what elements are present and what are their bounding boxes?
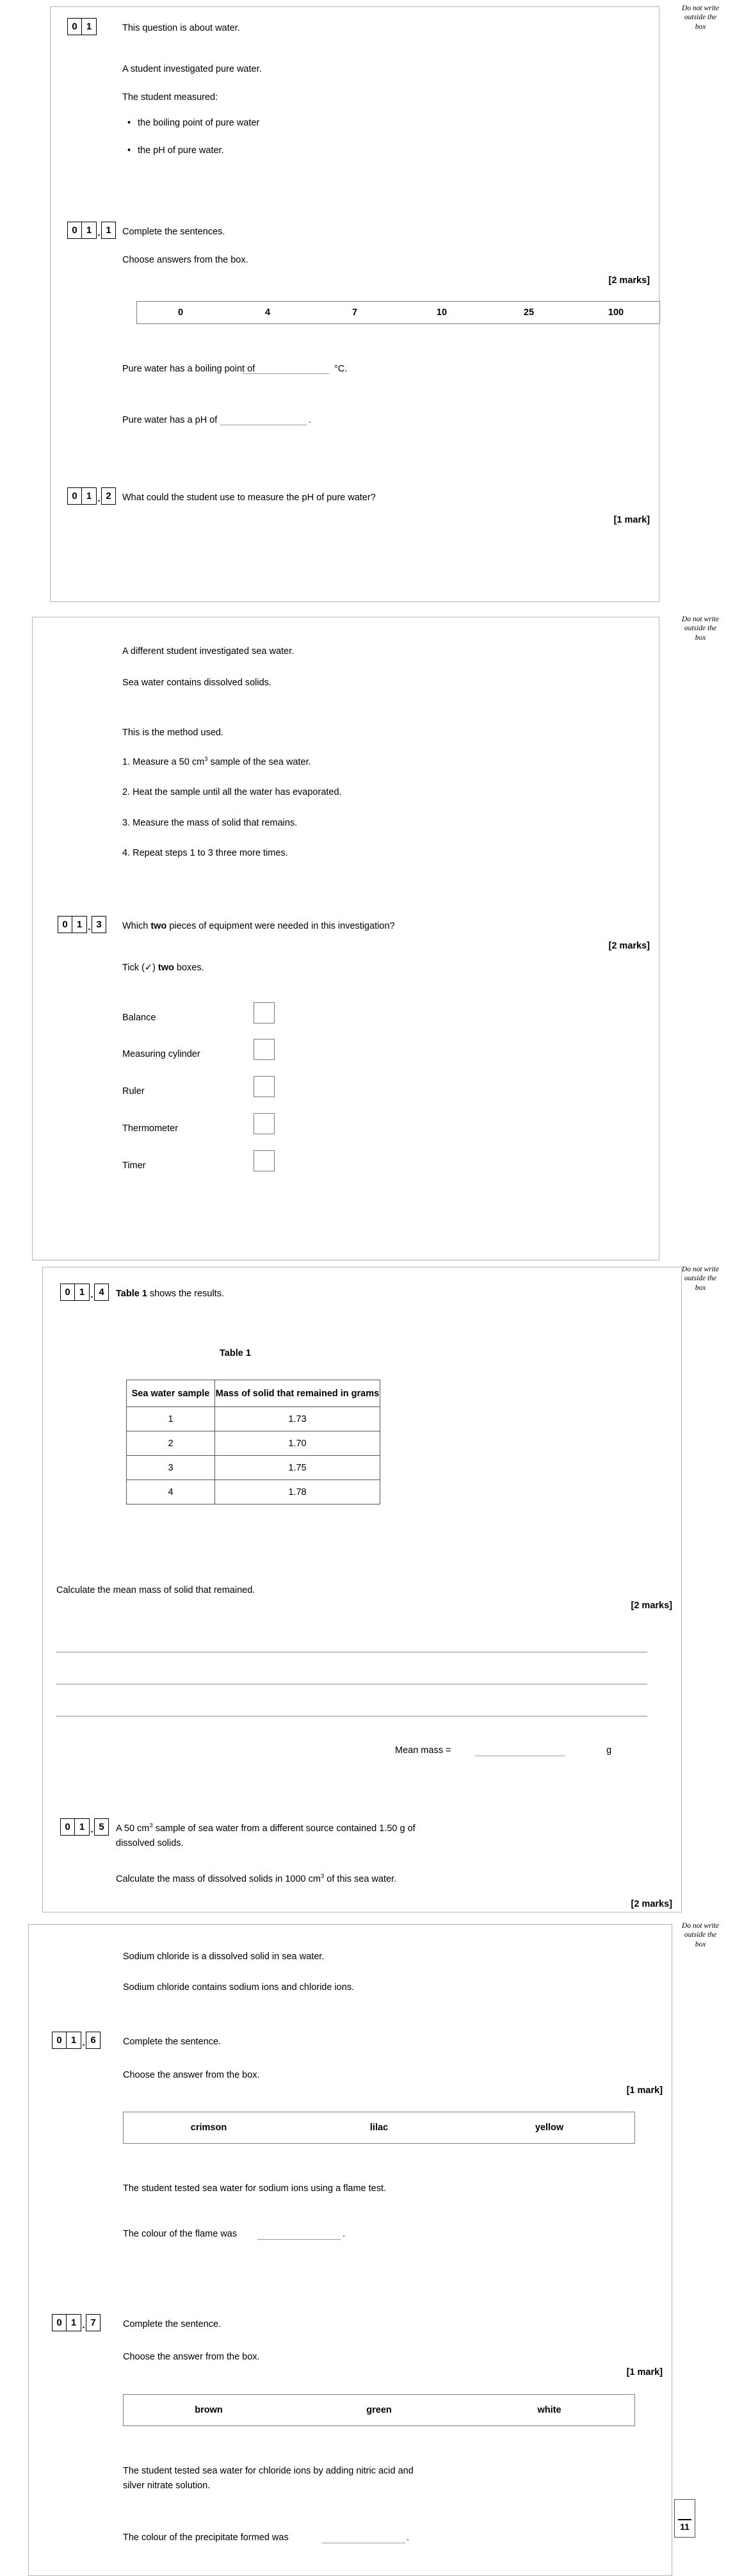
question-01-stem: This question is about water. [122, 23, 240, 33]
table-cell-sample: 1 [127, 1407, 215, 1431]
tick-bold: two [157, 963, 174, 973]
page-2-line-1: A different student investigated sea water. [122, 646, 295, 656]
question-01-4-marks: [2 marks] [631, 1601, 672, 1611]
qnum-digit: 1 [82, 18, 97, 35]
table-cell-sample: 3 [127, 1456, 215, 1480]
method-step-1-sup: 3 [204, 756, 208, 763]
question-01-7-context-line-1: The student tested sea water for chloride ions by adding nitric acid and [123, 2466, 414, 2476]
qnum-dot: . [90, 1289, 93, 1300]
calculate-mean-text: Calculate the mean mass of solid that remained. [56, 1585, 255, 1595]
table-cell-mass: 1.75 [215, 1456, 380, 1480]
question-01-7-text: Complete the sentence. [123, 2319, 222, 2329]
table-row [127, 1407, 380, 1431]
table-row [127, 1456, 380, 1480]
question-01-3-marks: [2 marks] [608, 941, 650, 951]
question-number-01-5 [60, 1818, 109, 1836]
qnum-digit: 1 [72, 916, 87, 933]
qnum-digit: 1 [67, 2314, 81, 2331]
tick-checkbox-timer[interactable] [254, 1150, 275, 1171]
sentence-2-suffix: . [309, 415, 312, 425]
table-cell-sample: 4 [127, 1480, 215, 1504]
question-01-5-line-2: dissolved solids. [116, 1838, 184, 1848]
qnum-digit: 1 [82, 222, 97, 239]
question-number-01-3 [58, 916, 106, 933]
question-01-5-line-1 [116, 1822, 416, 1836]
dnw-line-3: box [695, 633, 706, 642]
dnw-line-1: Do not write [681, 1922, 720, 1930]
table-row [127, 1431, 380, 1456]
exam-page-1 [50, 6, 659, 602]
answer-option[interactable]: 7 [351, 307, 358, 318]
answer-option[interactable]: 0 [177, 307, 184, 318]
q015-l1a: A 50 cm [116, 1823, 150, 1834]
q015-l1-sup: 3 [149, 1822, 153, 1830]
tick-label-thermometer: Thermometer [122, 1123, 179, 1134]
do-not-write-note-page-3 [670, 1265, 731, 1292]
tick-checkbox-measuring-cylinder[interactable] [254, 1039, 275, 1060]
question-01-6-sentence-post: . [343, 2229, 346, 2239]
tick-checkbox-ruler[interactable] [254, 1076, 275, 1097]
total-marks-box [674, 2499, 695, 2538]
dnw-line-1: Do not write [681, 615, 720, 623]
question-number-01-6 [52, 2032, 101, 2049]
dnw-line-3: box [695, 22, 706, 31]
answer-option[interactable]: crimson [190, 2123, 227, 2133]
qnum-digit: 2 [101, 487, 116, 505]
q014-bold: Table 1 [116, 1289, 147, 1299]
tick-checkbox-balance[interactable] [254, 1002, 275, 1023]
qnum-dot: . [82, 2037, 85, 2048]
question-01-7-choose: Choose the answer from the box. [123, 2352, 260, 2362]
method-step-3: 3. Measure the mass of solid that remains. [122, 818, 298, 828]
qnum-digit: 0 [60, 1284, 75, 1301]
answer-options-box-01-1 [136, 301, 660, 324]
question-01-5-marks: [2 marks] [631, 1899, 672, 1909]
question-number-01-2 [67, 487, 116, 505]
answer-option[interactable]: 100 [608, 307, 624, 318]
qnum-digit: 0 [52, 2314, 67, 2331]
answer-option[interactable]: 4 [264, 307, 271, 318]
tick-post: boxes. [174, 963, 204, 973]
answer-option[interactable]: lilac [369, 2123, 389, 2133]
method-step-2: 2. Heat the sample until all the water has evaporated. [122, 787, 342, 797]
table-header-sample: Sea water sample [127, 1380, 215, 1407]
question-01-1-marks: [2 marks] [608, 275, 650, 286]
question-01-2-marks: [1 mark] [613, 515, 650, 525]
question-01-6-context: The student tested sea water for sodium ions using a flame test. [123, 2183, 387, 2194]
q015-l1b: sample of sea water from a different source contained 1.50 g of [152, 1823, 416, 1834]
tick-checkbox-thermometer[interactable] [254, 1113, 275, 1134]
question-01-bullet-2: • the pH of pure water. [138, 145, 224, 156]
question-01-1-choose: Choose answers from the box. [122, 255, 248, 265]
question-01-7-sentence-post: . [407, 2532, 410, 2543]
mean-mass-unit: g [606, 1745, 612, 1756]
qnum-digit: 1 [82, 487, 97, 505]
question-number-01-7 [52, 2314, 101, 2331]
results-table [126, 1380, 380, 1504]
q013-post: pieces of equipment were needed in this investigation? [166, 921, 395, 931]
qnum-digit: 7 [86, 2314, 101, 2331]
question-01-line-2: A student investigated pure water. [122, 64, 262, 74]
dnw-line-1: Do not write [681, 4, 720, 12]
mean-mass-label: Mean mass = [395, 1745, 451, 1756]
exam-page-4 [28, 1924, 672, 2576]
dnw-line-3: box [695, 1940, 706, 1948]
sentence-1-prefix: Pure water has a boiling point of [122, 364, 255, 374]
answer-option[interactable]: 25 [523, 307, 535, 318]
q015-l3-sup: 3 [320, 1873, 325, 1880]
sentence-1-suffix: °C. [334, 364, 348, 374]
method-step-1 [122, 756, 311, 769]
qnum-digit: 3 [92, 916, 106, 933]
dnw-line-2: outside the [684, 624, 717, 633]
question-01-7-marks: [1 mark] [626, 2367, 663, 2377]
answer-option[interactable]: green [366, 2405, 392, 2415]
qnum-digit: 5 [94, 1818, 109, 1836]
qnum-digit: 0 [58, 916, 72, 933]
answer-options-box-01-7 [123, 2394, 635, 2426]
page-4-line-2: Sodium chloride contains sodium ions and chloride ions. [123, 1982, 355, 1993]
qnum-digit: 0 [60, 1818, 75, 1836]
q013-pre: Which [122, 921, 151, 931]
qnum-dot: . [88, 922, 91, 933]
do-not-write-note-page-4 [670, 1921, 731, 1949]
table-cell-mass: 1.73 [215, 1407, 380, 1431]
dnw-line-2: outside the [684, 13, 717, 22]
question-01-6-text: Complete the sentence. [123, 2037, 222, 2047]
table-cell-mass: 1.78 [215, 1480, 380, 1504]
method-step-1-post: sample of the sea water. [207, 757, 311, 767]
qnum-dot: . [82, 2320, 85, 2331]
answer-option[interactable]: yellow [535, 2123, 564, 2133]
qnum-digit: 0 [67, 487, 82, 505]
tick-label-ruler: Ruler [122, 1086, 145, 1096]
qnum-digit: 0 [67, 222, 82, 239]
qnum-digit: 1 [75, 1284, 90, 1301]
question-01-6-answer-line[interactable] [257, 2239, 341, 2240]
table-1-caption: Table 1 [220, 1348, 251, 1358]
q013-bold: two [150, 921, 167, 931]
qnum-dot: . [90, 1824, 93, 1835]
question-number-01 [67, 18, 97, 35]
tick-label-measuring-cylinder: Measuring cylinder [122, 1049, 200, 1059]
total-marks-value: 11 [680, 2522, 690, 2532]
q015-l3a: Calculate the mass of dissolved solids in 1000 cm [116, 1874, 321, 1884]
page-4-line-1: Sodium chloride is a dissolved solid in sea water. [123, 1952, 325, 1962]
qnum-digit: 1 [101, 222, 116, 239]
table-row [127, 1480, 380, 1504]
question-01-4-text [116, 1287, 224, 1301]
question-01-3-text [122, 920, 395, 933]
question-01-5-line-3 [116, 1873, 396, 1886]
page-2-line-3: This is the method used. [122, 728, 223, 738]
question-01-7-context-line-2: silver nitrate solution. [123, 2481, 211, 2491]
answer-option[interactable]: 10 [436, 307, 448, 318]
question-01-6-sentence-pre: The colour of the flame was [123, 2229, 238, 2239]
dnw-line-3: box [695, 1284, 706, 1292]
page-2-line-2: Sea water contains dissolved solids. [122, 678, 271, 688]
question-01-bullet-1: • the boiling point of pure water [138, 118, 259, 128]
question-01-2-text: What could the student use to measure the pH of pure water? [122, 493, 376, 503]
qnum-digit: 1 [75, 1818, 90, 1836]
question-01-6-choose: Choose the answer from the box. [123, 2070, 260, 2080]
question-01-6-marks: [1 mark] [626, 2085, 663, 2096]
dnw-line-2: outside the [684, 1931, 717, 1939]
answer-option[interactable]: white [537, 2405, 561, 2415]
sentence-1-answer-line[interactable] [243, 373, 329, 374]
dnw-line-2: outside the [684, 1275, 717, 1283]
answer-options-box-01-6 [123, 2112, 635, 2144]
tick-label-timer: Timer [122, 1161, 146, 1171]
tick-label-balance: Balance [122, 1013, 156, 1023]
do-not-write-note-page-2 [670, 615, 731, 642]
qnum-digit: 0 [52, 2032, 67, 2049]
qnum-digit: 4 [94, 1284, 109, 1301]
answer-option[interactable]: brown [195, 2405, 223, 2415]
qnum-dot: . [97, 493, 101, 504]
method-step-4: 4. Repeat steps 1 to 3 three more times. [122, 848, 288, 858]
table-header-mass: Mass of solid that remained in grams [215, 1380, 380, 1407]
qnum-digit: 0 [67, 18, 82, 35]
sentence-2-prefix: Pure water has a pH of [122, 415, 218, 425]
question-01-1-text: Complete the sentences. [122, 227, 225, 237]
question-01-line-3: The student measured: [122, 92, 218, 102]
qnum-dot: . [97, 227, 101, 238]
tick-pre: Tick (✓) [122, 963, 158, 973]
exam-page-2 [32, 617, 659, 1260]
table-cell-mass: 1.70 [215, 1431, 380, 1456]
exam-page-3 [42, 1267, 682, 1912]
question-number-01-1 [67, 222, 116, 239]
question-01-7-sentence-pre: The colour of the precipitate formed was [123, 2532, 289, 2543]
method-step-1-pre: 1. Measure a 50 cm [122, 757, 205, 767]
tick-instruction [122, 961, 204, 975]
table-header-row [127, 1380, 380, 1407]
q014-post: shows the results. [147, 1289, 224, 1299]
table-cell-sample: 2 [127, 1431, 215, 1456]
total-marks-divider [678, 2519, 691, 2520]
qnum-digit: 1 [67, 2032, 81, 2049]
dnw-line-1: Do not write [681, 1266, 720, 1273]
q015-l3b: of this sea water. [324, 1874, 397, 1884]
qnum-digit: 6 [86, 2032, 101, 2049]
question-number-01-4 [60, 1284, 109, 1301]
do-not-write-note-page-1 [670, 4, 731, 31]
